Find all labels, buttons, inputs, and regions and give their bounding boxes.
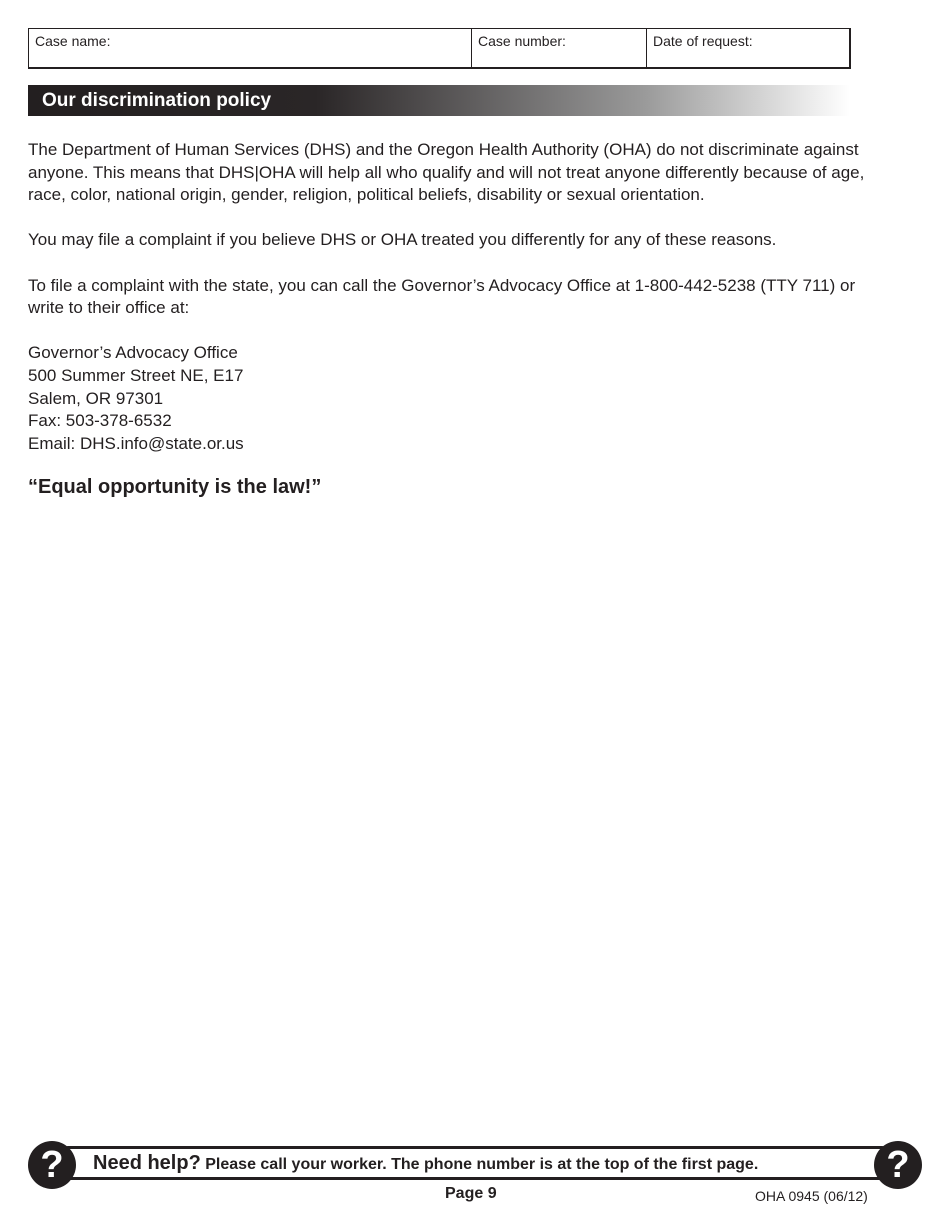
policy-body (28, 139, 868, 499)
date-of-request-field[interactable]: Date of request: (653, 33, 753, 49)
paragraph: The Department of Human Services (DHS) and the Oregon Health Authority (OHA) do not discriminate against anyone. This means that DHS|OHA will help all who qualify and will not treat anyone differently because of age, race, color, national origin, gender, religion, political beliefs, disability or sexual orientation. (28, 140, 865, 205)
email-line: Email: DHS.info@state.or.us (28, 433, 244, 453)
page-number: Page 9 (445, 1185, 497, 1202)
paragraph: You may file a complaint if you believe DHS or OHA treated you differently for any of these reasons. (28, 230, 777, 250)
address-line: 500 Summer Street NE, E17 (28, 365, 244, 385)
case-name-field[interactable]: Case name: (29, 29, 472, 67)
equal-opportunity-quote: “Equal opportunity is the law!” (28, 475, 322, 498)
case-info-table (28, 28, 851, 69)
form-id: OHA 0945 (06/12) (755, 1188, 868, 1204)
address-line: Salem, OR 97301 (28, 388, 164, 408)
need-help-text: Please call your worker. The phone number is at the top of the first page. (205, 1156, 759, 1173)
paragraph: To file a complaint with the state, you can call the Governor’s Advocacy Office at 1-800-442-5238 (TTY 711) or write to their office at: (28, 275, 856, 318)
question-icon: ? (874, 1141, 922, 1189)
case-number-field[interactable]: Case number: (472, 29, 647, 67)
need-help-label: Need help? (93, 1152, 201, 1174)
section-title: Our discrimination policy (42, 90, 272, 111)
section-header (28, 85, 850, 116)
address-line: Governor’s Advocacy Office (28, 343, 238, 363)
need-help-banner (62, 1146, 888, 1180)
address-block (28, 342, 868, 455)
fax-line: Fax: 503-378-6532 (28, 411, 172, 431)
question-icon: ? (28, 1141, 76, 1189)
